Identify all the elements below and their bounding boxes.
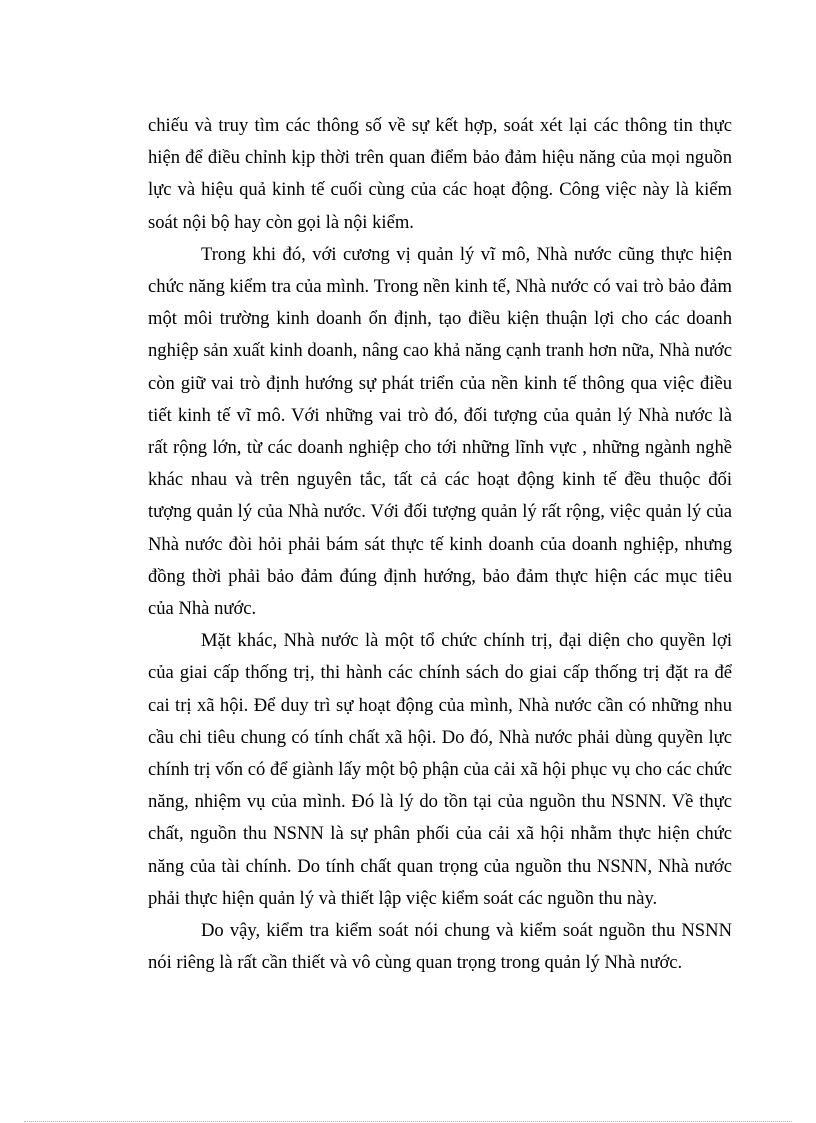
document-body (148, 110, 732, 979)
paragraph-state-management: Trong khi đó, với cương vị quản lý vĩ mô, Nhà nước cũng thực hiện chức năng kiểm tra của mình. Trong nền kinh tế, Nhà nước có vai trò bảo đảm một môi trường kinh doanh ổn định, tạo điều kiện thuận lợi cho các doanh nghiệp sản xuất kinh doanh, nâng cao khả năng cạnh tranh hơn nữa, Nhà nước còn giữ vai trò định hướng sự phát triển của nền kinh tế thông qua việc điều tiết kinh tế vĩ mô. Với những vai trò đó, đối tượng của quản lý Nhà nước là rất rộng lớn, từ các doanh nghiệp cho tới những lĩnh vực , những ngành nghề khác nhau và trên nguyên tắc, tất cả các hoạt động kinh tế đều thuộc đối tượng quản lý của Nhà nước. Với đối tượng quản lý rất rộng, việc quản lý của Nhà nước đòi hỏi phải bám sát thực tế kinh doanh của doanh nghiệp, nhưng đồng thời phải bảo đảm đúng định hướng, bảo đảm thực hiện các mục tiêu của Nhà nước. (148, 243, 732, 620)
paragraph-state-political-role: Mặt khác, Nhà nước là một tổ chức chính trị, đại diện cho quyền lợi của giai cấp thống trị, thi hành các chính sách do giai cấp thống trị đặt ra để cai trị xã hội. Để duy trì sự hoạt động của mình, Nhà nước cần có những nhu cầu chi tiêu chung có tính chất xã hội. Do đó, Nhà nước phải dùng quyền lực chính trị vốn có để giành lấy một bộ phận của cải xã hội phục vụ cho các chức năng, nhiệm vụ của mình. Đó là lý do tồn tại của nguồn thu NSNN. Về thực chất, nguồn thu NSNN là sự phân phối của cải xã hội nhằm thực hiện chức năng của tài chính. Do tính chất quan trọng của nguồn thu NSNN, Nhà nước phải thực hiện quản lý và thiết lập việc kiểm soát các nguồn thu này. (148, 630, 732, 909)
paragraph-continuation: chiếu và truy tìm các thông số về sự kết hợp, soát xét lại các thông tin thực hiện để điều chỉnh kịp thời trên quan điểm bảo đảm hiệu năng của mọi nguồn lực và hiệu quả kinh tế cuối cùng của các hoạt động. Công việc này là kiểm soát nội bộ hay còn gọi là nội kiểm. (148, 115, 732, 233)
paragraph-conclusion: Do vậy, kiểm tra kiểm soát nói chung và kiểm soát nguồn thu NSNN nói riêng là rất cần thiết và vô cùng quan trọng trong quản lý Nhà nước. (148, 920, 732, 974)
page-bottom-divider (24, 1121, 792, 1122)
